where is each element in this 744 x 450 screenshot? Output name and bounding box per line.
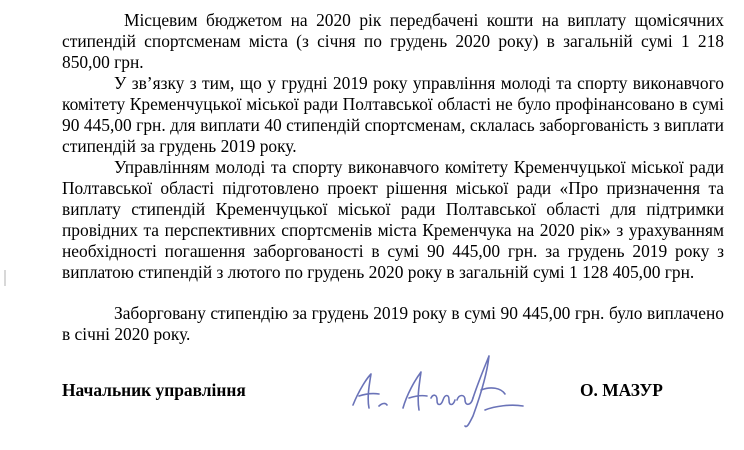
margin-mark xyxy=(4,270,6,286)
signatory-title: Начальник управління xyxy=(62,380,246,400)
paragraph-paid: Заборговану стипендію за грудень 2019 року в сумі 90 445,00 грн. було виплачено в січні 2020 року. xyxy=(62,303,724,344)
handwritten-signature xyxy=(345,350,545,430)
signatory-name: О. МАЗУР xyxy=(580,380,663,400)
paragraph-draft-decision: Управлінням молоді та спорту виконавчого комітету Кременчуцької міської ради Полтавської області підготовлено проект рішення міської ради «Про призначення та виплату стипендій Кременчуцької міської ради Полтавської області для підтримки провідних та перспективних спортсменів міста Кременчука на 2020 рік» з урахуванням необхідності погашення заборгованості в сумі 90 445,00 грн. за грудень 2019 року з виплатою стипендій з лютого по грудень 2020 року в загальній сумі 1 128 405,00 грн. xyxy=(62,157,724,282)
paragraph-budget: Місцевим бюджетом на 2020 рік передбачені кошти на виплату щомісячних стипендій спортсменам міста (з січня по грудень 2020 року) в загальній сумі 1 218 850,00 грн. xyxy=(62,10,724,72)
paragraph-debt: У зв’язку з тим, що у грудні 2019 року управління молоді та спорту виконавчого комітету Кременчуцької міської ради Полтавської області не було профінансовано в сумі 90 445,00 грн. для виплати 40 стипендій спортсменам, склалась заборгованість з виплати стипендій за грудень 2019 року. xyxy=(62,73,724,156)
